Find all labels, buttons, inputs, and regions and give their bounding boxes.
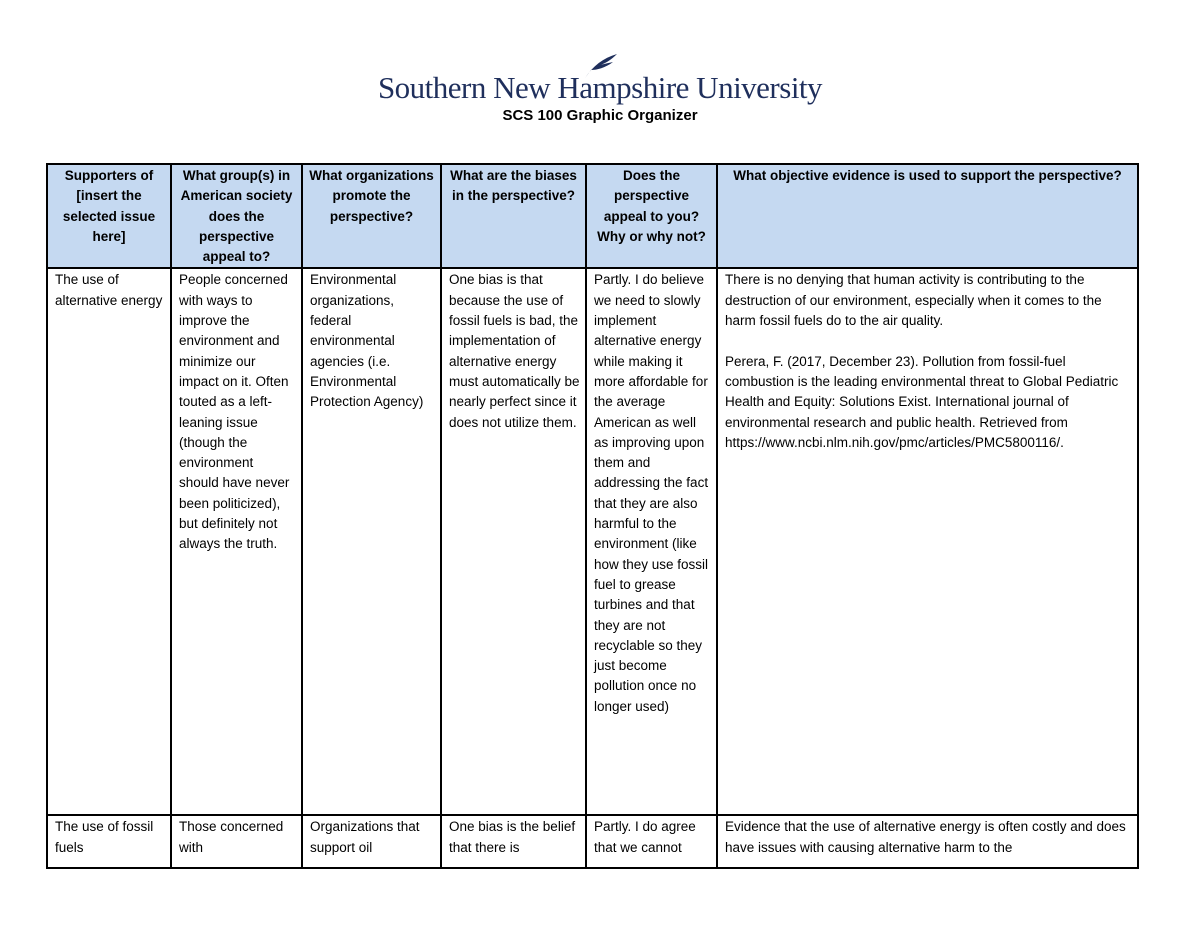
evidence-spacer: [725, 331, 1132, 351]
cell-text: Partly. I do agree that we cannot: [594, 819, 696, 855]
table-row: [47, 815, 1138, 868]
cell-organizations: Environmental organizations, federal environmental agencies (i.e. Environmental Protection Agency): [302, 268, 441, 815]
cell-appeal: [586, 815, 717, 868]
cell-text: One bias is the belief that there is: [449, 819, 576, 855]
university-logo: [0, 70, 1200, 106]
cell-text: Organizations that support oil: [310, 819, 420, 855]
cell-evidence: [717, 268, 1138, 815]
quill-icon: [583, 52, 619, 80]
table-row: [47, 268, 1138, 815]
cell-text: Evidence that the use of alternative energy is often costly and does have issues with causing alternative harm to the: [725, 819, 1126, 855]
cell-organizations: [302, 815, 441, 868]
cell-text: Those concerned with: [179, 819, 284, 855]
header-appeal: Does the perspective appeal to you? Why or why not?: [586, 164, 717, 268]
cell-groups: People concerned with ways to improve the environment and minimize our impact on it. Often touted as a left-leaning issue (though the environment should have never been politicized), but definitely not always the truth.: [171, 268, 302, 815]
logo-wordmark: Southern New Hampshire University: [378, 70, 822, 106]
header-organizations: What organizations promote the perspective?: [302, 164, 441, 268]
evidence-citation: Perera, F. (2017, December 23). Pollution from fossil-fuel combustion is the leading environmental threat to Global Pediatric Health and Equity: Solutions Exist. International journal of environmental research and public health. Retrieved from https://www.ncbi.nlm.nih.gov/pmc/articles/PMC5800116/.: [725, 353, 1119, 450]
cell-biases: [441, 815, 586, 868]
document-title: SCS 100 Graphic Organizer: [502, 107, 698, 124]
cell-evidence: [717, 815, 1138, 868]
header-biases: What are the biases in the perspective?: [441, 164, 586, 268]
cell-appeal: Partly. I do believe we need to slowly implement alternative energy while making it more affordable for the average American as well as improving upon them and addressing the fact that they are also harmful to the environment (like how they use fossil fuel to grease turbines and that they are not recyclable so they just become pollution once no longer used): [586, 268, 717, 815]
cell-biases: One bias is that because the use of fossil fuels is bad, the implementation of alternative energy must automatically be nearly perfect since it does not utilize them.: [441, 268, 586, 815]
header-groups: What group(s) in American society does the perspective appeal to?: [171, 164, 302, 268]
header-row: [47, 164, 1138, 268]
graphic-organizer-table: [46, 163, 1139, 869]
cell-groups: [171, 815, 302, 868]
cell-text: The use of fossil fuels: [55, 819, 154, 855]
evidence-text: There is no denying that human activity is contributing to the destruction of our environment, especially when it comes to the harm fossil fuels do to the air quality.: [725, 272, 1102, 329]
cell-supporters: [47, 815, 171, 868]
header-supporters: Supporters of [insert the selected issue here]: [47, 164, 171, 268]
header-evidence: What objective evidence is used to support the perspective?: [717, 164, 1138, 268]
cell-supporters: The use of alternative energy: [47, 268, 171, 815]
